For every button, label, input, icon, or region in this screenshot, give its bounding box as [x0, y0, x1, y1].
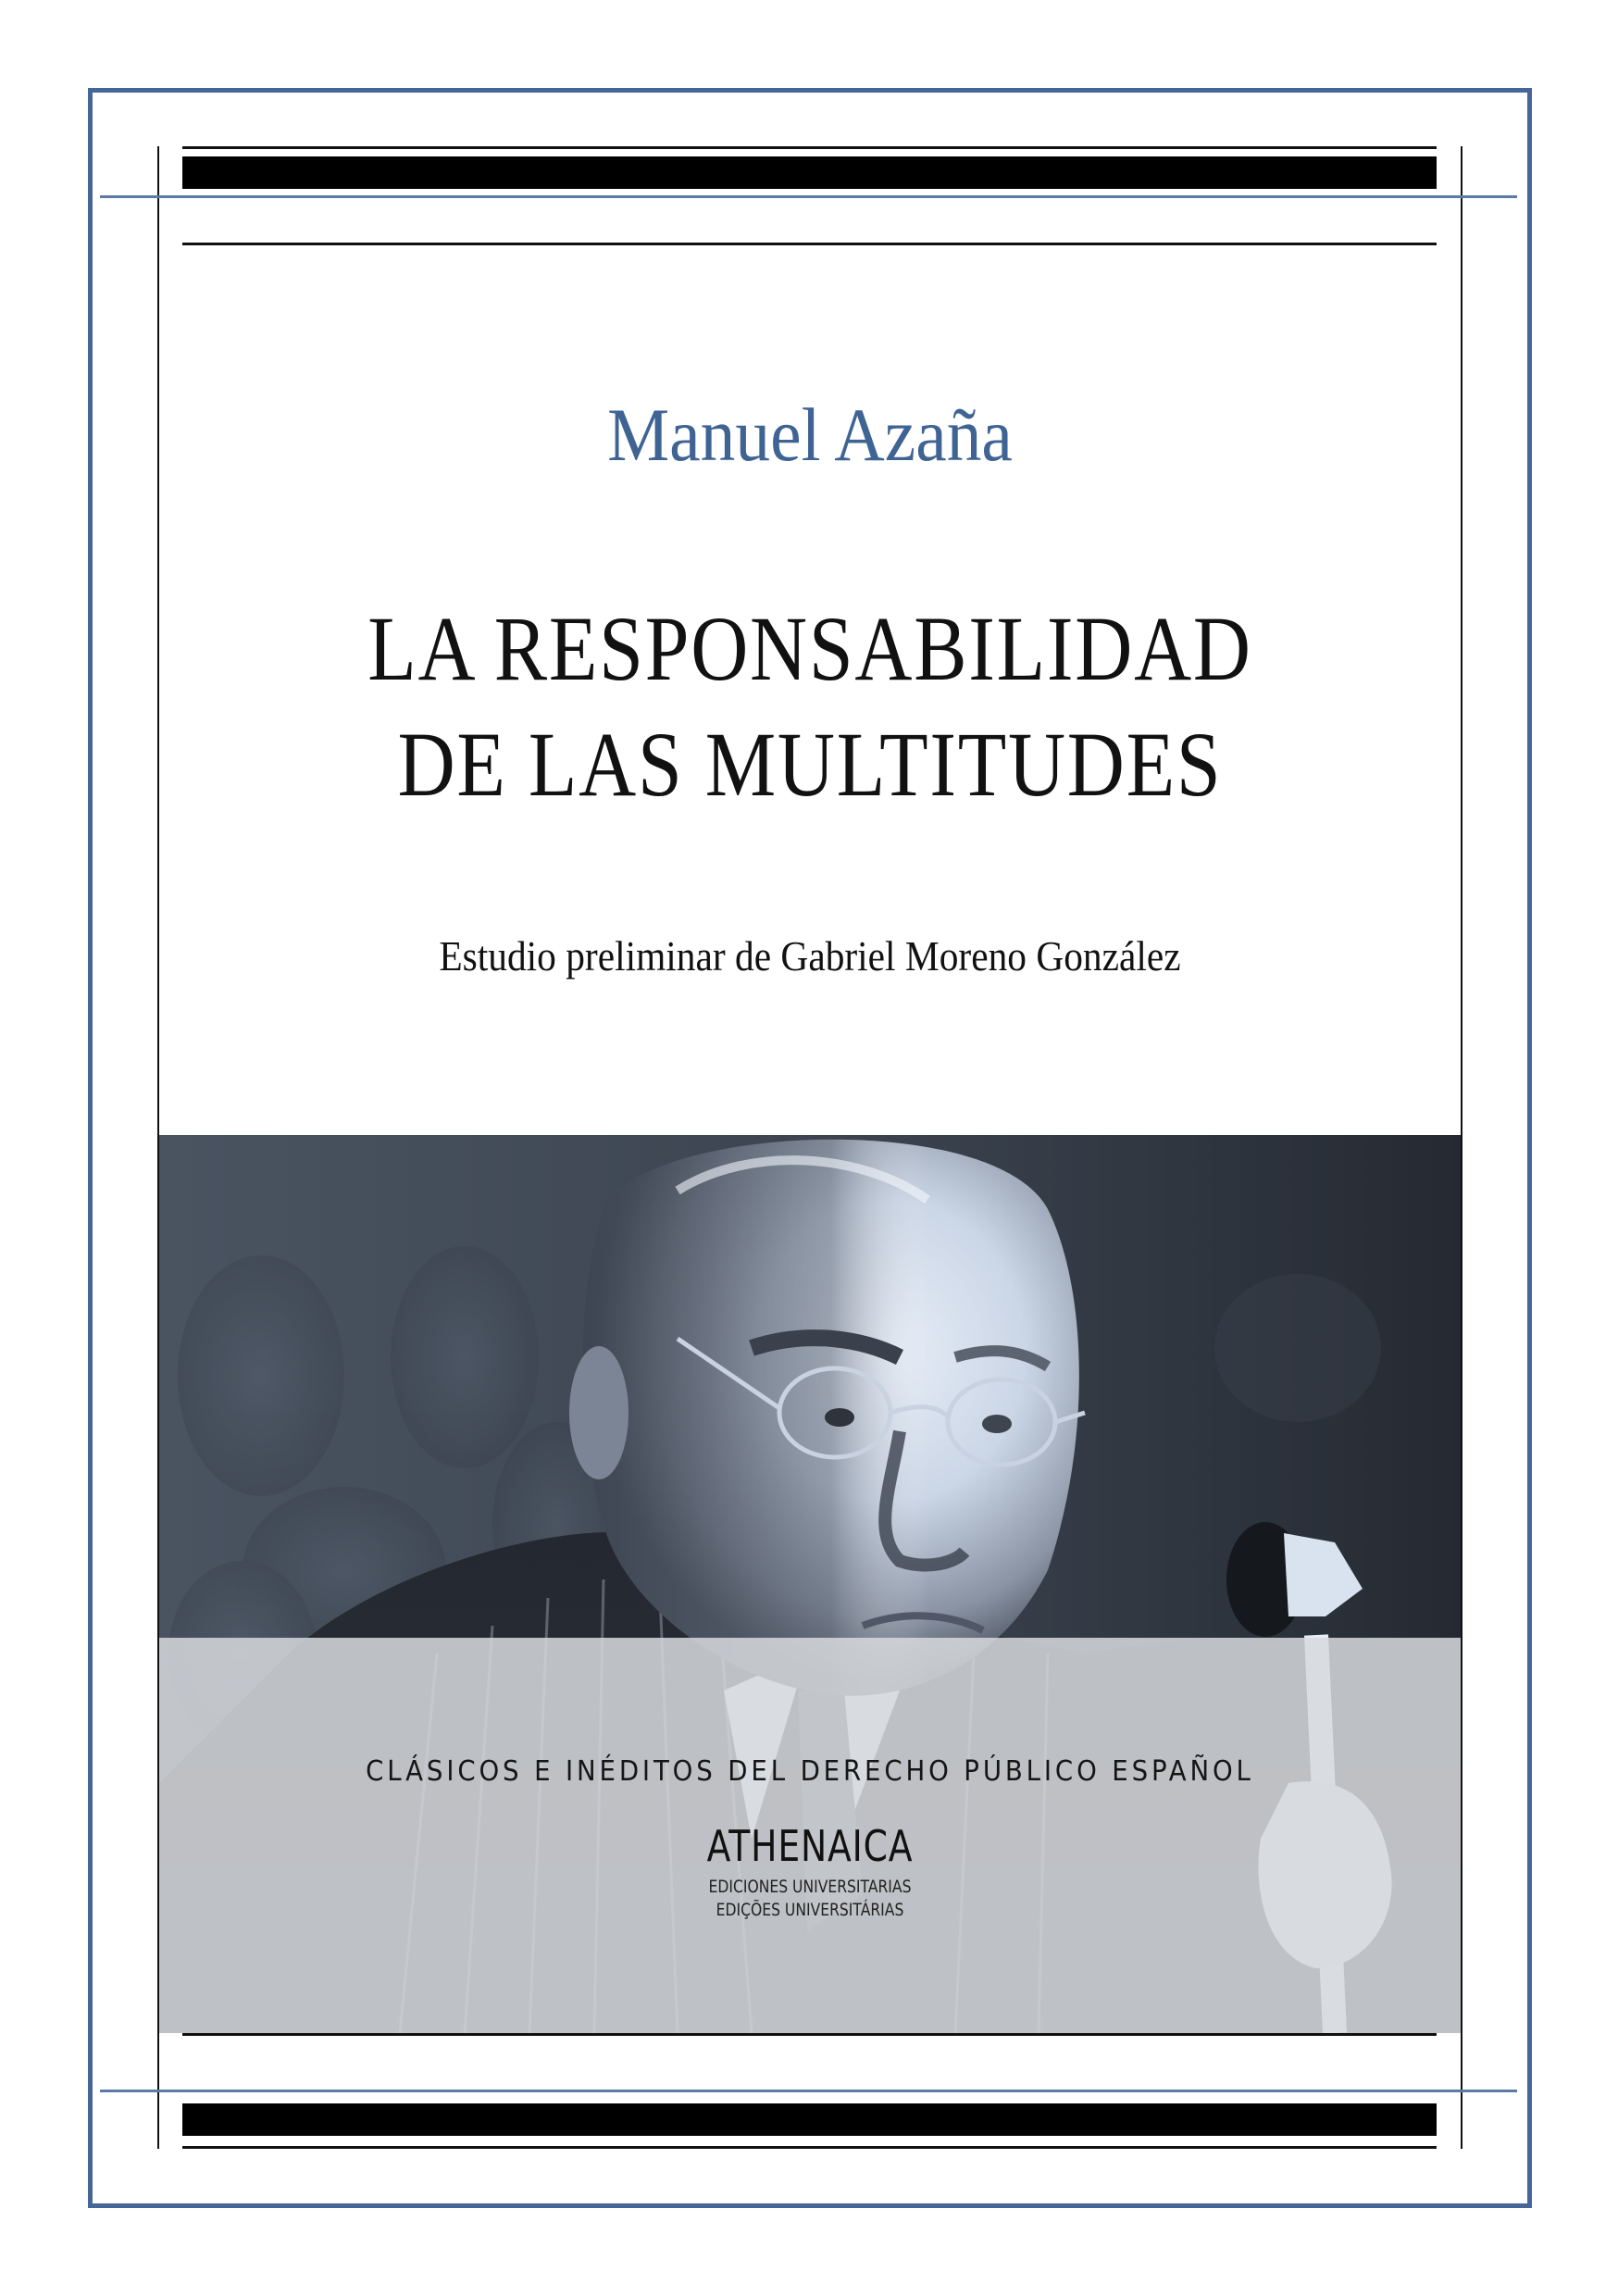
book-subtitle: Estudio preliminar de Gabriel Moreno González: [439, 932, 1181, 980]
author-portrait-photo: [159, 1135, 1461, 2033]
top-blue-rule: [100, 195, 1517, 198]
publisher-subline-portuguese: EDIÇÕES UNIVERSITÁRIAS: [716, 1900, 904, 1920]
book-title-line-1: LA RESPONSABILIDAD: [367, 597, 1252, 700]
top-lower-thin-rule: [182, 243, 1437, 245]
bottom-thin-rule: [182, 2146, 1437, 2149]
bottom-black-bar: [182, 2103, 1437, 2136]
bottom-upper-thin-rule: [182, 2033, 1437, 2036]
bottom-blue-rule: [100, 2090, 1517, 2092]
top-thin-rule: [182, 146, 1437, 149]
publisher-logo-name: ATHENAICA: [706, 1821, 914, 1871]
top-black-bar: [182, 156, 1437, 189]
publisher-subline-spanish: EDICIONES UNIVERSITARIAS: [708, 1877, 912, 1897]
book-title-line-2: DE LAS MULTITUDES: [397, 713, 1223, 816]
collection-name: CLÁSICOS E INÉDITOS DEL DERECHO PÚBLICO ESPAÑOL: [366, 1755, 1254, 1788]
portrait-illustration: [159, 1135, 1461, 2033]
right-vertical-rule: [1461, 146, 1462, 2149]
author-name: Manuel Azaña: [607, 393, 1013, 477]
